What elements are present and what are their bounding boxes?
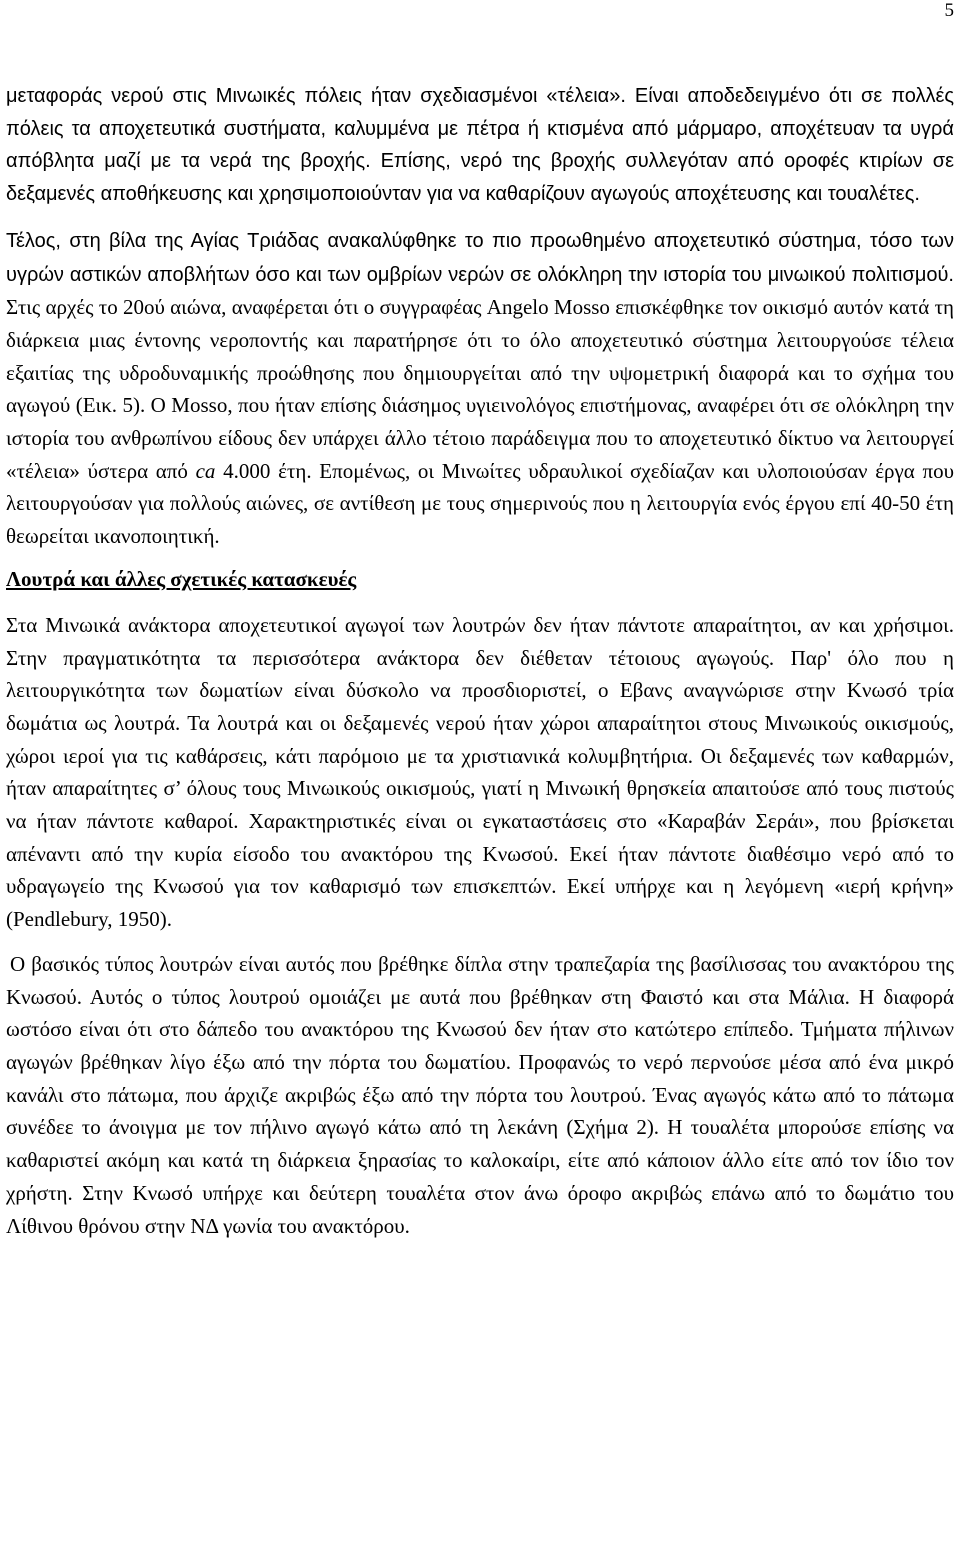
document-body — [6, 80, 954, 1242]
page-number: 5 — [944, 0, 954, 21]
minoan-engineers-text: 4.000 έτη. Επομένως, οι Μινωίτες υδραυλικοί σχεδίαζαν και υλοποιούσαν έργα που λειτουργούσαν για πολλούς αιώνες, σε αντίθεση με τους σημερινούς που η λειτουργία ενός έργου επί 40-50 έτη θεωρείται ικανοποιητική. — [6, 458, 954, 549]
section-heading: Λουτρά και άλλες σχετικές κατασκευές — [6, 566, 357, 591]
paragraph-water-transport: μεταφοράς νερού στις Μινωικές πόλεις ήταν σχεδιασμένοι «τέλεια». Είναι αποδεδειγμένο ότι σε πολλές πόλεις τα αποχετευτικά συστήματα, καλυμμένα με πέτρα ή κτισμένα από μάρμαρο, αποχέτευαν τα υγρά απόβλητα μαζί με τα νερά της βροχής. Επίσης, νερό της βροχής συλλεγόταν από οροφές κτιρίων σε δεξαμενές αποθήκευσης και χρησιμοποιούνταν για να καθαρίζουν αγωγούς αποχέτευσης και τουαλέτες. — [6, 85, 954, 206]
agia-triada-intro-text: Τέλος, στη βίλα της Αγίας Τριάδας ανακαλύφθηκε το πιο προωθημένο αποχετευτικό σύστημα, τόσο των υγρών αστικών αποβλήτων όσο και των ομβρίων νερών σε ολόκληρη την ιστορία του μινωικού πολιτισμού. — [6, 229, 954, 286]
mosso-text: Στις αρχές το 20ού αιώνα, αναφέρεται ότι ο συγγραφέας Angelo Mosso επισκέφθηκε τον οικισμό αυτόν κατά τη διάρκεια μιας έντονης νεροποντής και παρατήρησε ότι το όλο αποχετευτικό σύστημα λειτουργούσε τέλεια εξαιτίας της υδροδυναμικής προώθησης που δημιουργείται από την υψομετρική διαφορά και το σχήμα του αγωγού (Εικ. 5). Ο Mosso, που ήταν επίσης διάσημος υγιεινολόγος επιστήμονας, αναφέρει ότι σε ολόκληρη την ιστορία του ανθρωπίνου είδους δεν υπάρχει άλλο τέτοιο παράδειγμα που το αποχετευτικό δίκτυο να λειτουργεί «τέλεια» ύστερα από — [6, 295, 954, 483]
circa-abbreviation: ca — [195, 458, 216, 483]
paragraph-agia-triada — [6, 224, 954, 553]
paragraph-minoan-baths: Στα Μινωικά ανάκτορα αποχετευτικοί αγωγοί των λουτρών δεν ήταν πάντοτε απαραίτητοι, αν και χρήσιμοι. Στην πραγματικότητα τα περισσότερα ανάκτορα δεν διέθεταν τέτοιους αγωγούς. Παρ' όλο που η λειτουργικότητα των δωματίων είναι δύσκολο να προσδιοριστεί, ο Εβανς αναγνώρισε στην Κνωσό τρία δωμάτια ως λουτρά. Τα λουτρά και οι δεξαμενές νερού ήταν χώροι απαραίτητοι στους Μινωικούς οικισμούς, χώροι ιεροί για τις καθάρσεις, κάτι παρόμοιο με τα χριστιανικά κολυμβητήρια. Οι δεξαμενές των καθαρμών, ήταν απαραίτητες σ’ όλους τους Μινωικούς οικισμούς, γιατί η Μινωική θρησκεία απαιτούσε από τους πιστούς να ήταν πάντοτε καθαροί. Χαρακτηριστικές είναι οι εγκαταστάσεις στο «Καραβάν Σεράι», που βρίσκεται απέναντι από την κυρία είσοδο του ανακτόρου της Κνωσού. Εκεί ήταν πάντοτε διαθέσιμο νερό από το υδραγωγείο της Κνωσού για τον καθαρισμό των επισκεπτών. Εκεί υπήρχε και η λεγόμενη «ιερή κρήνη» (Pendlebury, 1950). — [6, 612, 954, 932]
paragraph-bath-type: Ο βασικός τύπος λουτρών είναι αυτός που βρέθηκε δίπλα στην τραπεζαρία της βασίλισσας του ανακτόρου της Κνωσού. Αυτός ο τύπος λουτρού ομοιάζει με αυτά που βρέθηκαν στη Φαιστό και στα Μάλια. Η διαφορά ωστόσο είναι ότι στο δάπεδο του ανακτόρου της Κνωσού δεν ήταν στο κατώτερο επίπεδο. Τμήματα πήλινων αγωγών βρέθηκαν λίγο έξω από την πόρτα του δωματίου. Προφανώς το νερό περνούσε μέσα από ένα μικρό κανάλι στο πάτωμα, που άρχιζε ακριβώς έξω από την πόρτα του λουτρού. Ένας αγωγός κάτω από το πάτωμα συνέδεε το άνοιγμα με τον πήλινο αγωγό κάτω από τη λεκάνη (Σχήμα 2). Η τουαλέτα μπορούσε επίσης να καθαριστεί ακόμη και κατά τη διάρκεια ξηρασίας το καλοκαίρι, είτε από κάποιον άλλο είτε από τον ίδιο τον χρήστη. Στην Κνωσό υπήρχε και δεύτερη τουαλέτα στον άνω όροφο ακριβώς επάνω από το δωμάτιο του Λίθινου θρόνου στην ΝΔ γωνία του ανακτόρου. — [6, 951, 954, 1238]
